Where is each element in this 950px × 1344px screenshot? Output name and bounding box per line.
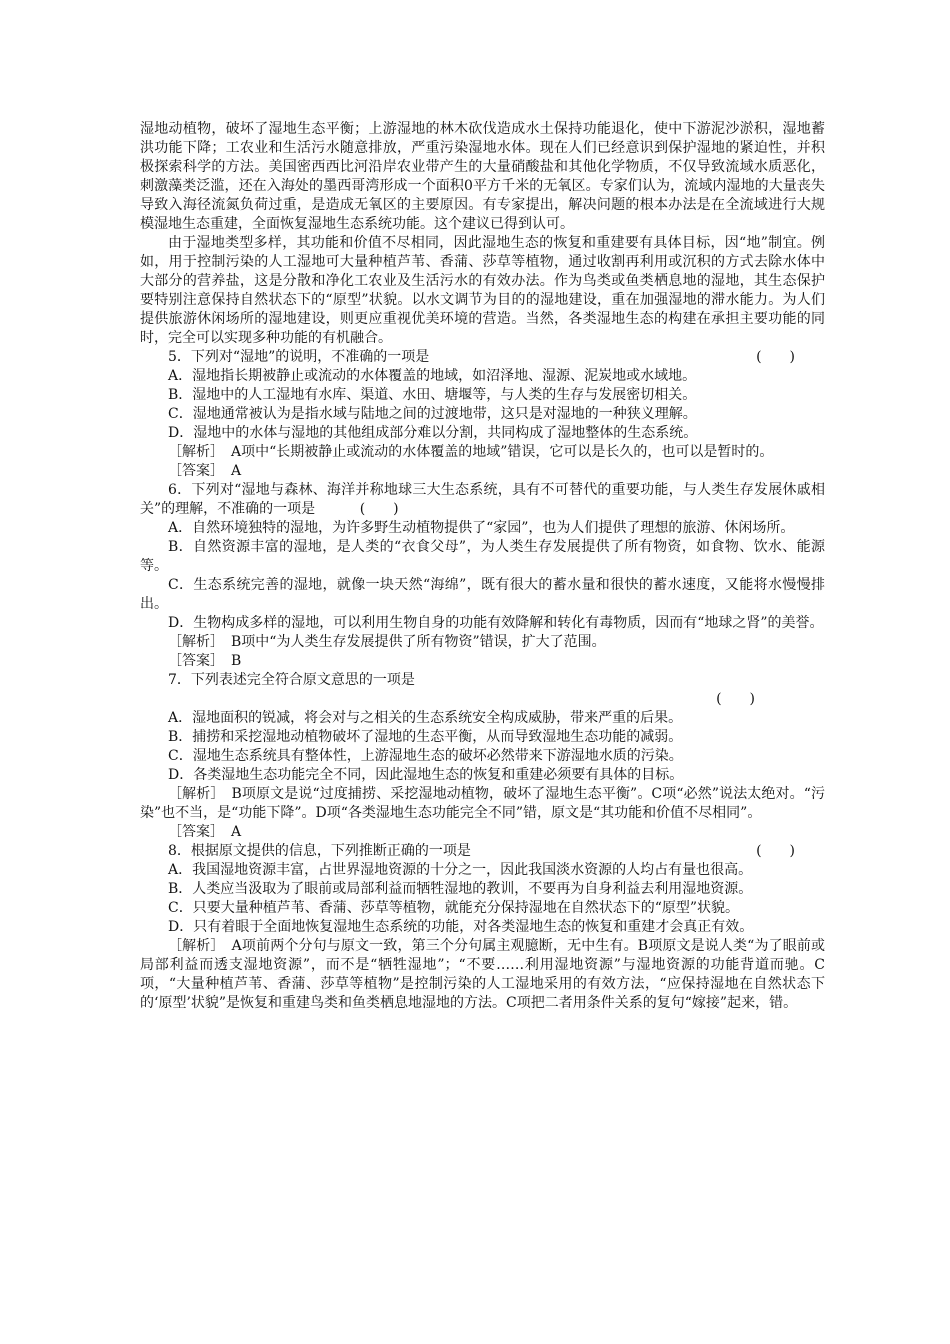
- question-7-stem: 7．下列表述完全符合原文意思的一项是: [168, 672, 415, 688]
- question-8-answer-blank: ( ): [756, 843, 795, 859]
- passage-paragraph-1: 湿地动植物，破坏了湿地生态平衡；上游湿地的林木砍伐造成水土保持功能退化，使中下游泥沙淤积，湿地蓄洪功能下降；工农业和生活污水随意排放，严重污染湿地水体。现在人们已经意识到保护湿地的紧迫性，并积极探索科学的方法。美国密西西比河沿岸农业带产生的大量硝酸盐和其他化学物质，不仅导致流域水质恶化，刺激藻类泛滥，还在入海处的墨西哥湾形成一个面积0平方千米的无氧区。专家们认为，流域内湿地的大量丧失导致入海径流氮负荷过重，是造成无氧区的主要原因。有专家提出，解决问题的根本办法是在全流域进行大规模湿地生态重建，全面恢复湿地生态系统功能。这个建议已得到认可。: [140, 121, 825, 232]
- question-6-option-b: B．自然资源丰富的湿地，是人类的“衣食父母”，为人类生存发展提供了所有物资，如食物、饮水、能源等。: [140, 539, 825, 574]
- question-6-analysis: ［解析］ B项中“为人类生存发展提供了所有物资”错误，扩大了范围。: [168, 634, 606, 650]
- document-page: [140, 120, 825, 1013]
- question-8-analysis: ［解析］ A项前两个分句与原文一致，第三个分句属主观臆断，无中生有。B项原文是说人类“为了眼前或局部利益而透支湿地资源”，而不是“牺牲湿地”；“不要……利用湿地资源”与湿地资源的功能背道而驰。C项，“大量种植芦苇、香蒲、莎草等植物”是控制污染的人工湿地采用的有效方法，“应保持湿地在自然状态下的‘原型’状貌”是恢复和重建鸟类和鱼类栖息地湿地的方法。C项把二者用条件关系的复句“嫁接”起来，错。: [140, 938, 825, 1011]
- question-5-option-b: B．湿地中的人工湿地有水库、渠道、水田、塘堰等，与人类的生存与发展密切相关。: [168, 387, 697, 403]
- question-8-option-d: D．只有着眼于全面地恢复湿地生态系统的功能，对各类湿地生态的恢复和重建才会真正有效。: [168, 919, 754, 935]
- question-7-option-a: A．湿地面积的锐减，将会对与之相关的生态系统安全构成威胁，带来严重的后果。: [168, 710, 683, 726]
- question-6-option-a: A．自然环境独特的湿地，为许多野生动植物提供了“家园”，也为人们提供了理想的旅游、休闲场所。: [168, 520, 795, 536]
- question-5-answer: ［答案］ A: [168, 463, 242, 479]
- question-6-answer: ［答案］ B: [168, 653, 242, 669]
- question-7-analysis: ［解析］ B项原文是说“过度捕捞、采挖湿地动植物，破坏了湿地生态平衡”。C项“必然”说法太绝对。“污染”也不当，是“功能下降”。D项“各类湿地生态功能完全不同”错，原文是“其功能和价值不尽相同”。: [140, 786, 825, 821]
- question-5-answer-blank: ( ): [756, 349, 795, 365]
- question-5-stem: [140, 348, 825, 367]
- question-8-text: 8．根据原文提供的信息，下列推断正确的一项是: [168, 843, 471, 859]
- question-8-option-c: C．只要大量种植芦苇、香蒲、莎草等植物，就能充分保持湿地在自然状态下的“原型”状貌。: [168, 900, 740, 916]
- question-8-option-b: B．人类应当汲取为了眼前或局部利益而牺牲湿地的教训，不要再为自身利益去利用湿地资源。: [168, 881, 753, 897]
- question-7-answer-blank: ( ): [716, 691, 755, 707]
- question-7-option-d: D．各类湿地生态功能完全不同，因此湿地生态的恢复和重建必须要有具体的目标。: [168, 767, 684, 783]
- question-7-answer: ［答案］ A: [168, 824, 242, 840]
- question-8-stem: [140, 842, 825, 861]
- question-7-option-c: C．湿地生态系统具有整体性，上游湿地生态的破坏必然带来下游湿地水质的污染。: [168, 748, 683, 764]
- question-5-analysis: ［解析］ A项中“长期被静止或流动的水体覆盖的地域”错误，它可以是长久的，也可以是暂时的。: [168, 444, 774, 460]
- question-6-option-d: D．生物构成多样的湿地，可以利用生物自身的功能有效降解和转化有毒物质，因而有“地球之肾”的美誉。: [168, 615, 824, 631]
- question-6-stem: [140, 481, 825, 519]
- question-5-option-c: C．湿地通常被认为是指水域与陆地之间的过渡地带，这只是对湿地的一种狭义理解。: [168, 406, 697, 422]
- question-8-option-a: A．我国湿地资源丰富，占世界湿地资源的十分之一，因此我国淡水资源的人均占有量也很高。: [168, 862, 753, 878]
- question-5-option-d: D．湿地中的水体与湿地的其他组成部分难以分割，共同构成了湿地整体的生态系统。: [168, 425, 698, 441]
- question-7-option-b: B．捕捞和采挖湿地动植物破坏了湿地的生态平衡，从而导致湿地生态功能的减弱。: [168, 729, 683, 745]
- question-5-text: 5．下列对“湿地”的说明，不准确的一项是: [168, 349, 430, 365]
- question-6-answer-blank: ( ): [359, 501, 399, 517]
- passage-paragraph-2: 由于湿地类型多样，其功能和价值不尽相同，因此湿地生态的恢复和重建要有具体目标，因“地”制宜。例如，用于控制污染的人工湿地可大量种植芦苇、香蒲、莎草等植物，通过收割再利用或沉积的方式去除水体中大部分的营养盐，这是分散和净化工农业及生活污水的有效办法。作为鸟类或鱼类栖息地的湿地，其生态保护要特别注意保持自然状态下的“原型”状貌。以水文调节为目的的湿地建设，重在加强湿地的滞水能力。为人们提供旅游休闲场所的湿地建设，则更应重视优美环境的营造。当然，各类湿地生态的构建在承担主要功能的同时，完全可以实现多种功能的有机融合。: [140, 235, 825, 346]
- question-6-text: 6．下列对“湿地与森林、海洋并称地球三大生态系统，具有不可替代的重要功能，与人类生存发展休戚相关”的理解，不准确的一项是: [140, 482, 825, 517]
- question-5-option-a: A．湿地指长期被静止或流动的水体覆盖的地域，如沼泽地、湿源、泥炭地或水域地。: [168, 368, 697, 384]
- question-6-option-c: C．生态系统完善的湿地，就像一块天然“海绵”，既有很大的蓄水量和很快的蓄水速度，又能将水慢慢排出。: [140, 577, 825, 612]
